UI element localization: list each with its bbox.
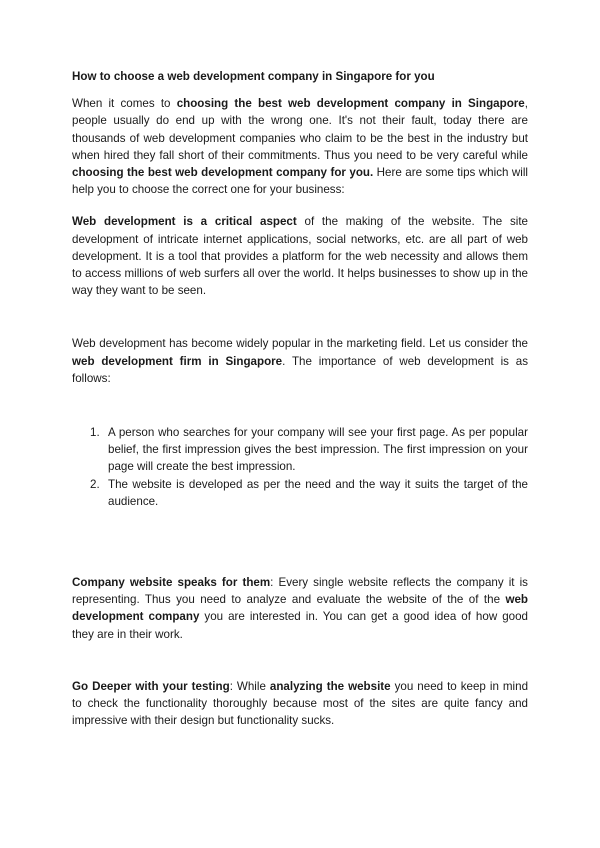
intro-paragraph (72, 95, 528, 198)
list-item-text: A person who searches for your company will see your first page. As per popular belief, the first impression gives the best impression. The first impression on your page will create the best impression. (108, 426, 528, 474)
critical-aspect-paragraph (72, 213, 528, 299)
intro-text-2: , people usually do end up with the wrong one. It's not their fault, today there are thousands of web development companies who claim to be the best in the industry but when hired they fall short of their commitments. Thus you need to be very careful while (72, 97, 528, 162)
intro-bold-1: choosing the best web development company in Singapore (176, 97, 525, 111)
list-item (72, 424, 528, 476)
deeper-bold-1: Go Deeper with your testing (72, 679, 230, 693)
go-deeper-paragraph (72, 678, 528, 730)
intro-text-1: When it comes to (72, 97, 177, 111)
company-bold-2: web development company (72, 593, 528, 624)
company-website-paragraph (72, 574, 528, 643)
intro-text-3: Here are some tips which will help you to choose the correct one for your business: (72, 166, 528, 197)
list-item-number: 1. (90, 426, 100, 440)
company-text-2: you are interested in. You can get a good idea of how good they are in their work. (72, 610, 528, 641)
popular-paragraph (72, 335, 528, 387)
list-item (72, 476, 528, 510)
popular-text-2: . The importance of web development is as follows: (72, 354, 528, 385)
intro-bold-2: choosing the best web development company for you. (72, 166, 374, 180)
document-page (72, 68, 528, 729)
critical-text-1: of the making of the website. The site development of intricate internet applications, social networks, etc. are all part of web development. It is a tool that provides a platform for the web necessity and allows them to access millions of web surfers all over the world. It helps businesses to show up in the way they want to be seen. (72, 215, 529, 298)
deeper-bold-2: analyzing the website (269, 679, 391, 693)
importance-list (72, 424, 528, 510)
deeper-text-1: : While (229, 679, 270, 693)
company-text-1: : Every single website reflects the company it is representing. Thus you need to analyze and evaluate the website of the of the (72, 576, 528, 607)
document-title: How to choose a web development company in Singapore for you (72, 70, 435, 83)
critical-bold-1: Web development is a critical aspect (72, 215, 297, 229)
popular-text-1: Web development has become widely popular in the marketing field. Let us consider the (72, 337, 528, 351)
deeper-text-2: you need to keep in mind to check the functionality thoroughly because most of the sites are quite fancy and impressive with their design but functionality sucks. (72, 679, 529, 728)
list-item-number: 2. (90, 477, 100, 491)
list-item-text: The website is developed as per the need and the way it suits the target of the audience. (108, 477, 528, 508)
popular-bold-1: web development firm in Singapore (72, 354, 283, 368)
company-bold-1: Company website speaks for them (72, 576, 271, 590)
